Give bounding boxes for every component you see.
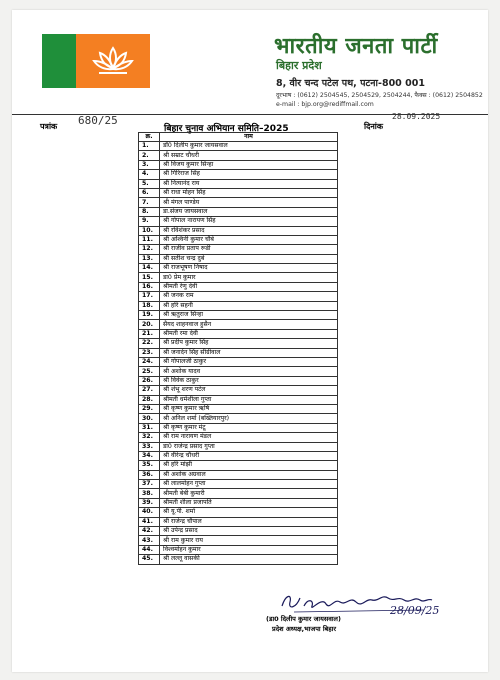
row-serial: 32. <box>139 433 160 442</box>
flag-green-band <box>42 34 76 88</box>
date-value: 28.09.2025 <box>392 112 441 121</box>
row-serial: 31. <box>139 423 160 432</box>
office-address: 8, वीर चन्द पटेल पथ, पटना-800 001 <box>276 78 425 89</box>
contact-block <box>276 91 483 109</box>
row-serial: 40. <box>139 508 160 517</box>
flag-saffron-band <box>76 34 150 88</box>
table-row <box>139 151 338 160</box>
patrank-label: पत्रांक <box>40 122 58 131</box>
table-header-row <box>139 133 338 142</box>
table-row <box>139 480 338 489</box>
table-row <box>139 207 338 216</box>
date-label: दिनांक <box>364 122 383 131</box>
row-serial: 4. <box>139 170 160 179</box>
row-serial: 3. <box>139 160 160 169</box>
row-member-name: श्री लल्लू वासकी <box>160 555 338 564</box>
table-row <box>139 292 338 301</box>
row-serial: 21. <box>139 329 160 338</box>
row-member-name: श्री ऋतुराज सिन्हा <box>160 311 338 320</box>
table-row <box>139 451 338 460</box>
row-member-name: सैयद शाहनवाज हुसैन <box>160 320 338 329</box>
row-serial: 41. <box>139 517 160 526</box>
signer-name: (डा0 दिलीप कुमार जायसवाल) <box>266 615 341 623</box>
table-row <box>139 498 338 507</box>
row-member-name: श्री यू.पी. शर्मा <box>160 508 338 517</box>
row-serial: 18. <box>139 301 160 310</box>
header-name: नाम <box>160 133 338 142</box>
table-row <box>139 517 338 526</box>
row-member-name: श्री राधा मोहन सिंह <box>160 188 338 197</box>
committee-title: बिहार चुनाव अभियान समिति–2025 <box>164 124 289 134</box>
row-member-name: श्रीमती शीला प्रजापति <box>160 498 338 507</box>
row-serial: 20. <box>139 320 160 329</box>
row-member-name: श्री विवेक ठाकुर <box>160 376 338 385</box>
table-row <box>139 433 338 442</box>
lotus-icon <box>91 44 135 78</box>
row-serial: 38. <box>139 489 160 498</box>
row-member-name: श्री गोपालजी ठाकुर <box>160 357 338 366</box>
row-member-name: श्री लालमोहन गुप्ता <box>160 480 338 489</box>
party-flag-logo <box>42 34 150 88</box>
row-member-name: श्री राम नारायण मंडल <box>160 433 338 442</box>
table-row <box>139 470 338 479</box>
row-serial: 23. <box>139 348 160 357</box>
table-row <box>139 489 338 498</box>
table-row <box>139 160 338 169</box>
row-serial: 26. <box>139 376 160 385</box>
row-member-name: श्री सम्राट चौधरी <box>160 151 338 160</box>
table-row <box>139 235 338 244</box>
row-serial: 2. <box>139 151 160 160</box>
row-member-name: श्री कृष्ण कुमार मंटू <box>160 423 338 432</box>
row-member-name: श्री कृष्ण कुमार ऋषि <box>160 404 338 413</box>
row-serial: 27. <box>139 386 160 395</box>
table-row <box>139 264 338 273</box>
row-member-name: श्री प्रदीप कुमार सिंह <box>160 339 338 348</box>
row-serial: 42. <box>139 527 160 536</box>
signature-date: 28/09/25 <box>390 604 440 617</box>
row-serial: 25. <box>139 367 160 376</box>
row-serial: 22. <box>139 339 160 348</box>
row-member-name: श्री अशोक यादव <box>160 367 338 376</box>
row-member-name: श्री रविशंकर प्रसाद <box>160 226 338 235</box>
row-serial: 14. <box>139 264 160 273</box>
row-serial: 5. <box>139 179 160 188</box>
row-member-name: श्री राजेन्द्र चौपाल <box>160 517 338 526</box>
table-row <box>139 198 338 207</box>
table-row <box>139 179 338 188</box>
table-row <box>139 273 338 282</box>
row-serial: 6. <box>139 188 160 197</box>
table-row <box>139 245 338 254</box>
row-serial: 44. <box>139 545 160 554</box>
table-row <box>139 217 338 226</box>
row-member-name: श्री राजभूषण निषाद <box>160 264 338 273</box>
table-row <box>139 339 338 348</box>
row-serial: 29. <box>139 404 160 413</box>
table-row <box>139 376 338 385</box>
row-member-name: श्री हरि मांझी <box>160 461 338 470</box>
row-serial: 34. <box>139 451 160 460</box>
table-row <box>139 311 338 320</box>
row-serial: 16. <box>139 282 160 291</box>
table-row <box>139 527 338 536</box>
table-row <box>139 367 338 376</box>
table-row <box>139 404 338 413</box>
row-serial: 15. <box>139 273 160 282</box>
table-row <box>139 442 338 451</box>
table-row <box>139 423 338 432</box>
row-serial: 39. <box>139 498 160 507</box>
table-row <box>139 226 338 235</box>
row-member-name: डा.संजय जायसवाल <box>160 207 338 216</box>
table-row <box>139 320 338 329</box>
letterhead-page <box>12 10 488 672</box>
row-member-name: श्री शंभू शरण पटेल <box>160 386 338 395</box>
table-row <box>139 555 338 564</box>
row-member-name: श्री हरि सहनी <box>160 301 338 310</box>
row-serial: 1. <box>139 142 160 151</box>
table-row <box>139 329 338 338</box>
table-row <box>139 545 338 554</box>
member-rows <box>139 142 338 565</box>
row-member-name: श्रीमती रमा देवी <box>160 329 338 338</box>
row-member-name: श्री अशोक अग्रवाल <box>160 470 338 479</box>
row-serial: 13. <box>139 254 160 263</box>
table-row <box>139 170 338 179</box>
row-member-name: श्री गिरिराज सिंह <box>160 170 338 179</box>
table-row <box>139 536 338 545</box>
row-member-name: श्री सतीश चन्द्र दुबे <box>160 254 338 263</box>
row-member-name: श्री जनक राम <box>160 292 338 301</box>
row-serial: 11. <box>139 235 160 244</box>
row-member-name: श्रीमती बेबी कुमारी <box>160 489 338 498</box>
row-serial: 7. <box>139 198 160 207</box>
party-state: बिहार प्रदेश <box>276 59 322 72</box>
party-name: भारतीय जनता पार्टी <box>274 33 438 59</box>
row-member-name: श्री अश्विनी कुमार चौबे <box>160 235 338 244</box>
row-member-name: श्रीमती धर्मशीला गुप्ता <box>160 395 338 404</box>
table-row <box>139 414 338 423</box>
signer-title: प्रदेश अध्यक्ष,भाजपा बिहार <box>272 625 337 633</box>
row-serial: 43. <box>139 536 160 545</box>
row-member-name: श्री राम कुमार राय <box>160 536 338 545</box>
table-row <box>139 188 338 197</box>
table-row <box>139 386 338 395</box>
table-row <box>139 142 338 151</box>
table-row <box>139 508 338 517</box>
row-serial: 8. <box>139 207 160 216</box>
patrank-number: 680/25 <box>78 114 118 127</box>
row-member-name: डा0 राजेन्द्र प्रसाद गुप्ता <box>160 442 338 451</box>
row-member-name: विश्वमोहन कुमार <box>160 545 338 554</box>
row-serial: 30. <box>139 414 160 423</box>
row-serial: 33. <box>139 442 160 451</box>
table-row <box>139 461 338 470</box>
member-table <box>138 132 338 565</box>
table-row <box>139 395 338 404</box>
row-serial: 10. <box>139 226 160 235</box>
table-row <box>139 254 338 263</box>
row-serial: 37. <box>139 480 160 489</box>
row-serial: 17. <box>139 292 160 301</box>
phone-line: दूरभाष : (0612) 2504545, 2504529, 2504244, फैक्स : (0612) 2504852 <box>276 92 483 99</box>
row-member-name: श्री जनार्दन सिंह सीग्रीवाल <box>160 348 338 357</box>
table-row <box>139 301 338 310</box>
row-member-name: श्री गोपाल नारायण सिंह <box>160 217 338 226</box>
row-member-name: श्री अनिल शर्मा (बख्तियारपुर) <box>160 414 338 423</box>
row-member-name: श्रीमती रेणु देवी <box>160 282 338 291</box>
row-serial: 36. <box>139 470 160 479</box>
table-row <box>139 357 338 366</box>
row-member-name: श्री वीरेन्द्र चौधरी <box>160 451 338 460</box>
row-member-name: श्री मंगल पाण्डेय <box>160 198 338 207</box>
row-member-name: श्री उपेन्द्र प्रसाद <box>160 527 338 536</box>
row-member-name: श्री राजीव प्रताप रूडी <box>160 245 338 254</box>
row-serial: 24. <box>139 357 160 366</box>
row-serial: 12. <box>139 245 160 254</box>
row-member-name: डा0 प्रेम कुमार <box>160 273 338 282</box>
row-serial: 9. <box>139 217 160 226</box>
row-serial: 45. <box>139 555 160 564</box>
row-member-name: श्री विजय कुमार सिन्हा <box>160 160 338 169</box>
row-member-name: श्री नित्यानंद राय <box>160 179 338 188</box>
table-row <box>139 348 338 357</box>
row-member-name: डॉ0 दिलीप कुमार जायसवाल <box>160 142 338 151</box>
row-serial: 35. <box>139 461 160 470</box>
email-line: e-mail : bjp.org@rediffmail.com <box>276 101 374 108</box>
row-serial: 19. <box>139 311 160 320</box>
row-serial: 28. <box>139 395 160 404</box>
header-serial: क्र. <box>139 133 160 142</box>
table-row <box>139 282 338 291</box>
